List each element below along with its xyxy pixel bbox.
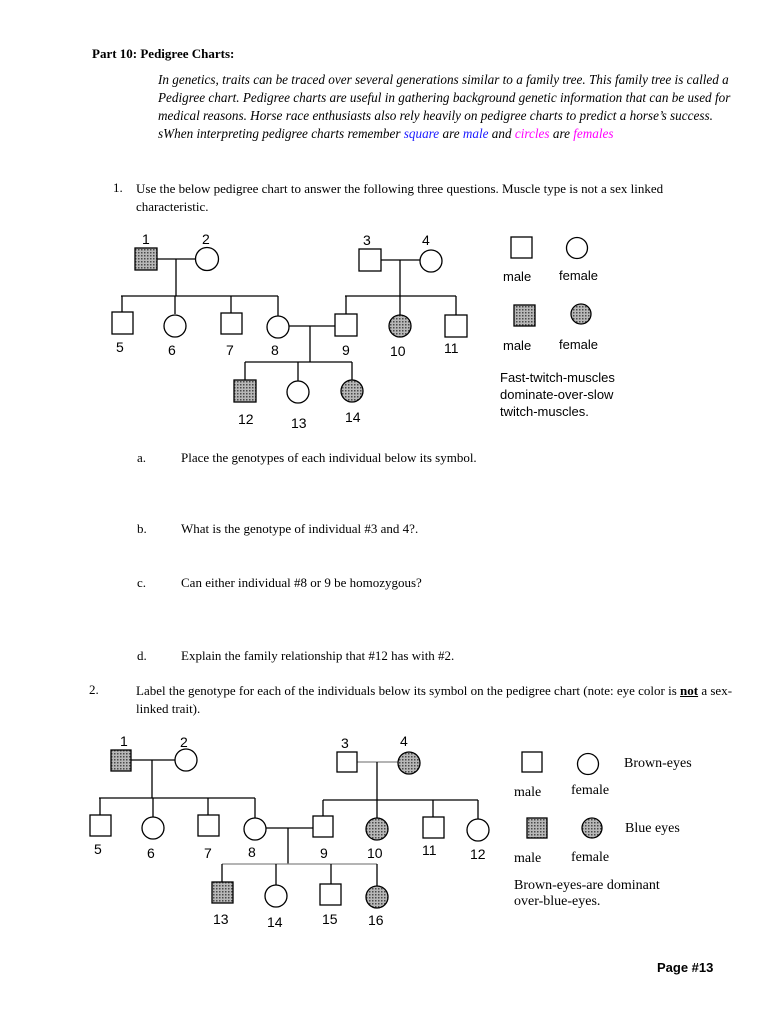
legend-2-affected-female-label: female <box>571 850 610 865</box>
question-1-text: Use the below pedigree chart to answer the following three questions. Muscle type is not a sex linked characteristic. <box>136 181 664 214</box>
legend-2-brown-eyes: Brown-eyes <box>624 756 692 771</box>
individual-4-female <box>420 250 442 272</box>
legend-2-blue-eyes: Blue eyes <box>625 821 680 836</box>
legend-1-affected-female-symbol <box>571 304 591 324</box>
label-c2-13: 13 <box>213 911 229 927</box>
c2-individual-5-male <box>90 815 111 836</box>
c2-individual-7-male <box>198 815 219 836</box>
c2-individual-1-affected-male <box>111 750 131 771</box>
label-c1-9: 9 <box>342 342 350 358</box>
question-1d-letter: d. <box>137 648 147 663</box>
legend-1-affected-male-symbol <box>514 305 535 326</box>
c2-individual-2-female <box>175 749 197 771</box>
question-2-text-before: Label the genotype for each of the individuals below its symbol on the pedigree chart (note: eye color is <box>136 683 677 698</box>
c2-individual-14-female <box>265 885 287 907</box>
individual-10-affected-female <box>389 315 411 337</box>
c2-individual-6-female <box>142 817 164 839</box>
label-c1-4: 4 <box>422 232 430 248</box>
intro-are-2: are <box>552 126 570 141</box>
c2-individual-12-female <box>467 819 489 841</box>
label-c1-6: 6 <box>168 342 176 358</box>
label-c1-11: 11 <box>444 340 459 356</box>
question-1c-text: Can either individual #8 or 9 be homozygous? <box>181 575 422 590</box>
intro-and: and <box>491 126 512 141</box>
individual-13-female <box>287 381 309 403</box>
page-number: Page #13 <box>657 960 714 975</box>
c2-individual-11-male <box>423 817 444 838</box>
question-1-number: 1. <box>113 180 123 195</box>
legend-2-affected-male-symbol <box>527 818 547 838</box>
label-c2-2: 2 <box>180 734 188 750</box>
intro-square: square <box>403 126 440 141</box>
legend-1-note-line-1: Fast-twitch-muscles <box>500 370 615 385</box>
legend-1-affected-male-label: male <box>503 338 532 353</box>
label-c1-5: 5 <box>116 339 124 355</box>
c2-individual-13-affected-male <box>212 882 233 903</box>
intro-male: male <box>462 126 489 141</box>
label-c1-8: 8 <box>271 342 279 358</box>
question-2-number: 2. <box>89 682 99 697</box>
question-2-not: not <box>680 683 699 698</box>
label-c2-3: 3 <box>341 735 349 751</box>
c2-individual-9-male <box>313 816 333 837</box>
legend-1-male-symbol <box>511 237 532 258</box>
label-c1-1: 1 <box>142 231 150 247</box>
part-title: Part 10: Pedigree Charts: <box>92 46 235 61</box>
legend-2-female-label: female <box>571 783 610 798</box>
c2-individual-15-male <box>320 884 341 905</box>
individual-7-male <box>221 313 242 334</box>
legend-1-affected-female-label: female <box>559 337 599 352</box>
legend-1-male-label: male <box>503 269 532 284</box>
c2-individual-4-affected-female <box>398 752 420 774</box>
legend-2-affected-female-symbol <box>582 818 602 838</box>
individual-3-male <box>359 249 381 271</box>
label-c1-10: 10 <box>390 343 406 359</box>
label-c2-1: 1 <box>120 733 128 749</box>
question-1b-letter: b. <box>137 521 147 536</box>
question-1c-letter: c. <box>137 575 147 590</box>
individual-2-female <box>196 248 219 271</box>
legend-1-female-symbol <box>567 238 588 259</box>
individual-6-female <box>164 315 186 337</box>
individual-9-male <box>335 314 357 336</box>
label-c2-10: 10 <box>367 845 383 861</box>
label-c2-7: 7 <box>204 845 212 861</box>
legend-2-affected-male-label: male <box>514 851 542 866</box>
c2-individual-16-affected-female <box>366 886 388 908</box>
label-c1-7: 7 <box>226 342 234 358</box>
c2-individual-10-affected-female <box>366 818 388 840</box>
label-c1-13: 13 <box>291 415 307 431</box>
label-c2-6: 6 <box>147 845 155 861</box>
label-c1-12: 12 <box>238 411 254 427</box>
intro-are-1: are <box>442 126 460 141</box>
question-1d-text: Explain the family relationship that #12 has with #2. <box>181 648 455 663</box>
legend-2-male-symbol <box>522 752 542 772</box>
legend-2-male-label: male <box>514 785 542 800</box>
individual-8-female <box>267 316 289 338</box>
individual-1-affected-male <box>135 248 157 270</box>
label-c1-2: 2 <box>202 231 210 247</box>
legend-2-female-symbol <box>578 754 599 775</box>
intro-text: In genetics, traits can be traced over several generations similar to a family tree. This family tree is called a Pedigree chart. Pedigree charts are useful in gathering background genetic information that can be used for medical reasons. Horse race enthusiasts also rely heavily on pedigree charts to predict a horse’s success. sWhen interpreting pedigree charts remember <box>158 72 731 141</box>
legend-1-female-label: female <box>559 268 599 283</box>
label-c2-14: 14 <box>267 914 283 930</box>
legend-2-note-line-1: Brown-eyes-are dominant <box>514 878 660 893</box>
label-c2-4: 4 <box>400 733 408 749</box>
individual-12-affected-male <box>234 380 256 402</box>
individual-11-male <box>445 315 467 337</box>
label-c2-9: 9 <box>320 845 328 861</box>
question-1b-text: What is the genotype of individual #3 and 4?. <box>181 521 419 536</box>
label-c2-12: 12 <box>470 846 486 862</box>
question-2-text-after: a sex-linked trait). <box>136 683 733 716</box>
label-c2-8: 8 <box>248 844 256 860</box>
legend-2-note-line-2: over-blue-eyes. <box>514 894 601 909</box>
label-c1-14: 14 <box>345 409 361 425</box>
label-c2-15: 15 <box>322 911 338 927</box>
c2-individual-8-female <box>244 818 266 840</box>
question-1a-letter: a. <box>137 450 147 465</box>
label-c2-11: 11 <box>422 842 437 858</box>
c2-individual-3-male <box>337 752 357 772</box>
individual-14-affected-female <box>341 380 363 402</box>
label-c1-3: 3 <box>363 232 371 248</box>
intro-circles: circles <box>514 126 550 141</box>
legend-1-note-line-2: dominate-over-slow <box>500 387 614 402</box>
legend-1-note-line-3: twitch-muscles. <box>500 404 589 419</box>
label-c2-5: 5 <box>94 841 102 857</box>
question-1a-text: Place the genotypes of each individual below its symbol. <box>181 450 477 465</box>
intro-females: females <box>573 126 614 141</box>
individual-5-male <box>112 312 133 334</box>
label-c2-16: 16 <box>368 912 384 928</box>
